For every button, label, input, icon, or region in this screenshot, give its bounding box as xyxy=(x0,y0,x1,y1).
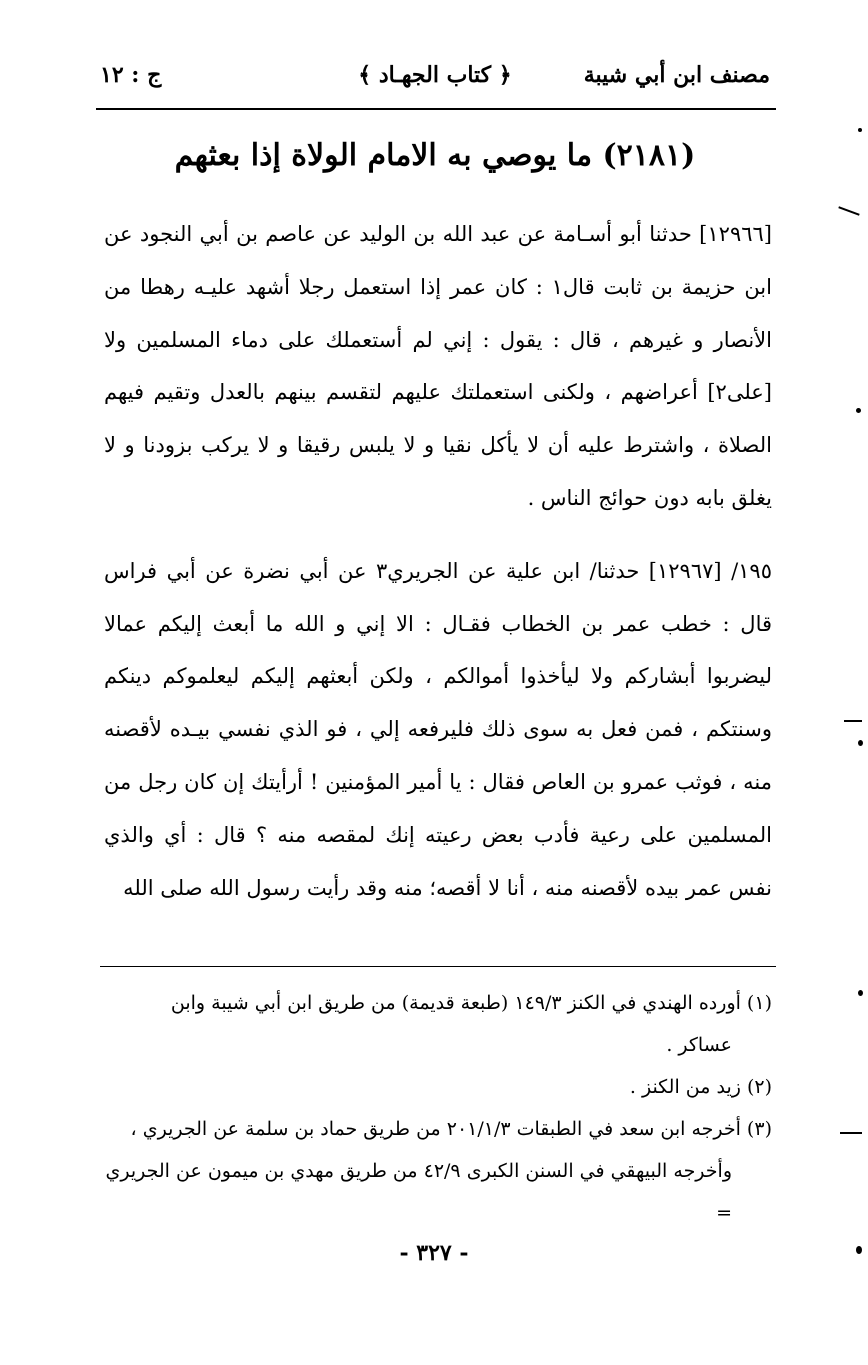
scan-mark xyxy=(856,1246,862,1254)
main-text xyxy=(104,208,772,914)
scan-mark xyxy=(858,128,862,132)
book-title: مصنف ابن أبي شيبة xyxy=(583,62,770,88)
scan-mark xyxy=(844,720,862,722)
footnote-1-continuation: عساكر . xyxy=(666,1034,732,1056)
scan-mark xyxy=(840,1132,862,1134)
footnote-2: (٢) زيد من الكنز . xyxy=(629,1076,772,1098)
footnote-3: (٣) أخرجه ابن سعد في الطبقات ٢٠١/١/٣ من طريق حماد بن سلمة عن الجريري ، xyxy=(130,1118,772,1140)
scan-mark xyxy=(856,408,861,413)
paragraph-12966: [١٢٩٦٦] حدثنا أبو أسـامة عن عبد الله بن الوليد عن عاصم بن أبي النجود عن ابن حزيمة بن ثابت قال١ : كان عمر إذا استعمل رجلا أشهد عليـه رهطا من الأنصار و غيرهم ، قال : يقول : إني لم أستعملك على دماء المسلمين ولا [على٢] أعراضهم ، ولكنى استعملتك عليهم لتقسم بينهم بالعدل وتقيم فيهم الصلاة ، واشترط عليه أن لا يأكل نقيا و لا يلبس رقيقا و لا يركب بزودنا و لا يغلق بابه دون حوائج الناس . xyxy=(104,222,772,510)
paragraph-12967: ١٩٥/ [١٢٩٦٧] حدثنا/ ابن علية عن الجريري٣ عن أبي نضرة عن أبي فراس قال : خطب عمر بن الخطاب فقـال : الا إني و الله ما أبعث إليكم عمالا ليضربوا أبشاركم ولا ليأخذوا أموالكم ، ولكن أبعثهم إليكم ليعلموكم دينكم وسنتكم ، فمن فعل به سوى ذلك فليرفعه إلي ، فو الذي نفسي بيـده لأقصنه منه ، فوثب عمرو بن العاص فقال : يا أمير المؤمنين ! أرأيتك إن كان رجل من المسلمين على رعية فأدب بعض رعيته إنك لمقصه منه ؟ قال : أي والذي نفس عمر بيده لأقصنه منه ، أنا لا أقصه؛ منه وقد رأيت رسول الله صلى الله xyxy=(104,558,772,900)
book-section-title: ﴿ كتاب الجهـاد ﴾ xyxy=(358,62,512,88)
footnote-1: (١) أورده الهندي في الكنز ١٤٩/٣ (طبعة قديمة) من طريق ابن أبي شيبة وابن xyxy=(170,992,772,1014)
scan-mark xyxy=(858,990,863,996)
header-rule xyxy=(96,108,776,110)
volume-label: ج : ١٢ xyxy=(100,62,162,88)
page-number: - ٣٢٧ - xyxy=(399,1240,469,1266)
chapter-heading: (٢١٨١) ما يوصي به الامام الولاة إذا بعثهم xyxy=(174,138,696,173)
scan-mark xyxy=(858,740,863,746)
footnote-3-continuation: وأخرجه البيهقي في السنن الكبرى ٤٢/٩ من طريق مهدي بن ميمون عن الجريري = xyxy=(105,1160,732,1224)
running-header xyxy=(100,62,770,102)
scan-mark xyxy=(838,206,859,215)
footnotes xyxy=(104,982,772,1234)
footnote-rule xyxy=(100,966,776,967)
